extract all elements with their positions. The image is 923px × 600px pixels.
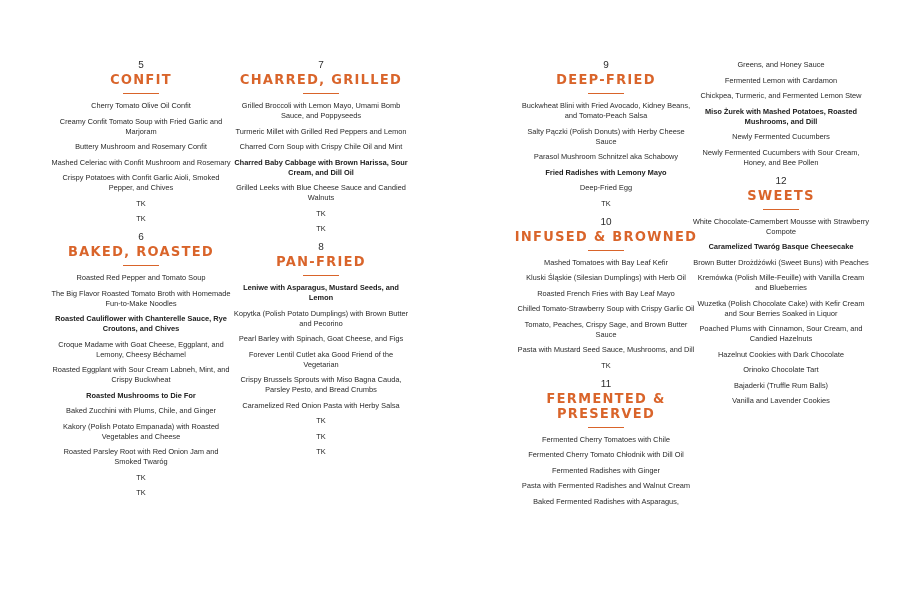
recipe-item: Deep-Fried Egg [579, 183, 633, 192]
recipe-item: Orinoko Chocolate Tart [743, 365, 819, 374]
column-1 [47, 58, 235, 506]
section-divider [303, 93, 339, 94]
section-sweets [687, 176, 875, 407]
section-number: 11 [600, 378, 612, 390]
recipe-item: Baked Zucchini with Plums, Chile, and Ginger [66, 406, 216, 415]
recipe-list [512, 435, 700, 507]
column-3 [512, 58, 700, 515]
section-number: 8 [318, 242, 324, 253]
recipe-item: Charred Corn Soup with Crispy Chile Oil and Mint [239, 142, 403, 151]
recipe-item: Roasted Eggplant with Sour Cream Labneh, Mint, and Crispy Buckwheat [52, 365, 230, 384]
recipe-list [512, 258, 700, 371]
section-number: 12 [775, 175, 787, 187]
recipe-list [227, 283, 415, 457]
recipe-item: Caramelized Red Onion Pasta with Herby Salsa [242, 400, 400, 410]
recipe-item: TK [316, 431, 326, 441]
section-number: 5 [138, 60, 144, 71]
recipe-item: Parasol Mushroom Schnitzel aka Schabowy [533, 152, 679, 161]
section-title: INFUSED & BROWNED [514, 229, 698, 245]
section-infused-browned [512, 217, 700, 371]
recipe-item: Roasted Mushrooms to Die For [86, 390, 196, 400]
section-number: 7 [318, 60, 324, 71]
recipe-item: Vanilla and Lavender Cookies [732, 396, 830, 405]
recipe-item: Kluski Śląskie (Silesian Dumplings) with Herb Oil [526, 273, 686, 282]
recipe-item: TK [601, 198, 611, 208]
section-title: FERMENTED & PRESERVED [546, 391, 666, 422]
recipe-item: TK [136, 214, 146, 223]
section-number: 6 [138, 232, 144, 243]
recipe-item: Wuzetka (Polish Chocolate Cake) with Kefir Cream and Sour Berries Soaked in Liquor [697, 298, 865, 318]
recipe-list [512, 101, 700, 209]
recipe-item: TK [136, 472, 146, 482]
recipe-item: Buckwheat Blini with Fried Avocado, Kidney Beans, and Tomato-Peach Salsa [521, 101, 691, 120]
recipe-item: Grilled Leeks with Blue Cheese Sauce and Candied Walnuts [236, 183, 406, 202]
recipe-item: Fermented Cherry Tomatoes with Chile [541, 434, 671, 444]
recipe-item: Buttery Mushroom and Rosemary Confit [75, 142, 207, 151]
recipe-item: Kopytka (Polish Potato Dumplings) with Brown Butter and Pecorino [233, 308, 409, 328]
recipe-item: Baked Fermented Radishes with Asparagus, [533, 496, 679, 506]
recipe-item: TK [316, 416, 326, 425]
section-divider [123, 93, 159, 94]
recipe-item: TK [316, 224, 326, 233]
recipe-item: Kremówka (Polish Mille-Feuille) with Vanilla Cream and Blueberries [697, 273, 865, 292]
section-divider [588, 250, 624, 251]
recipe-item: Pasta with Fermented Radishes and Walnut Cream [521, 481, 691, 490]
section-number: 9 [603, 60, 609, 71]
recipe-item: Fermented Lemon with Cardamon [724, 75, 838, 85]
recipe-item: Crispy Potatoes with Confit Garlic Aioli, Smoked Pepper, and Chives [62, 173, 220, 192]
section-fermented-preserved-continued [687, 60, 875, 168]
section-pan-fried [227, 242, 415, 457]
recipe-item: Caramelized Twaróg Basque Cheesecake [708, 242, 854, 251]
recipe-item: Mashed Tomatoes with Bay Leaf Kefir [544, 257, 668, 267]
recipe-item: Fried Radishes with Lemony Mayo [545, 167, 667, 177]
recipe-item: Roasted Cauliflower with Chanterelle Sauce, Rye Croutons, and Chives [55, 314, 227, 333]
column-4 [687, 60, 875, 414]
section-confit [47, 60, 235, 224]
recipe-list [47, 273, 235, 498]
section-divider [123, 265, 159, 266]
recipe-list [687, 217, 875, 407]
recipe-item: Fermented Radishes with Ginger [551, 465, 661, 475]
recipe-item: TK [316, 447, 326, 456]
recipe-item: Hazelnut Cookies with Dark Chocolate [717, 349, 845, 359]
recipe-item: TK [601, 360, 611, 370]
section-deep-fried [512, 60, 700, 209]
section-title: SWEETS [747, 188, 815, 204]
section-divider [588, 427, 624, 428]
recipe-item: Greens, and Honey Sauce [737, 60, 825, 69]
recipe-item: TK [136, 198, 146, 208]
recipe-item: Newly Fermented Cucumbers with Sour Cream, Honey, and Bee Pollen [702, 147, 860, 167]
recipe-item: Poached Plums with Cinnamon, Sour Cream, and Candied Hazelnuts [699, 324, 863, 343]
recipe-item: Turmeric Millet with Grilled Red Peppers and Lemon [235, 126, 407, 136]
recipe-item: White Chocolate-Camembert Mousse with Strawberry Compote [692, 216, 870, 236]
section-title: BAKED, ROASTED [67, 245, 215, 260]
recipe-item: TK [136, 488, 146, 497]
recipe-item: Fermented Cherry Tomato Chłodnik with Dill Oil [528, 450, 684, 459]
recipe-item: Brown Butter Drożdżówki (Sweet Buns) with Peaches [693, 257, 869, 267]
recipe-item: Cherry Tomato Olive Oil Confit [91, 101, 191, 110]
recipe-item: Chickpea, Turmeric, and Fermented Lemon Stew [700, 91, 862, 100]
section-fermented-preserved [512, 379, 700, 507]
recipe-item: Kakory (Polish Potato Empanada) with Roasted Vegetables and Cheese [62, 421, 220, 441]
recipe-item: Pasta with Mustard Seed Sauce, Mushrooms, and Dill [517, 345, 695, 354]
recipe-item: Roasted French Fries with Bay Leaf Mayo [537, 288, 675, 298]
section-baked-roasted [47, 232, 235, 498]
recipe-item: Charred Baby Cabbage with Brown Harissa, Sour Cream, and Dill Oil [234, 157, 408, 177]
section-title: CONFIT [110, 73, 172, 88]
recipe-item: Pearl Barley with Spinach, Goat Cheese, and Figs [238, 334, 404, 343]
recipe-item: Newly Fermented Cucumbers [732, 132, 830, 141]
recipe-item: Leniwe with Asparagus, Mustard Seeds, and Lemon [243, 283, 399, 302]
recipe-item: Salty Pączki (Polish Donuts) with Herby Cheese Sauce [527, 126, 685, 146]
recipe-item: Grilled Broccoli with Lemon Mayo, Umami Bomb Sauce, and Poppyseeds [241, 101, 401, 120]
recipe-item: Tomato, Peaches, Crispy Sage, and Brown Butter Sauce [524, 319, 688, 339]
recipe-item: Creamy Confit Tomato Soup with Fried Garlic and Marjoram [59, 116, 223, 136]
section-divider [303, 275, 339, 276]
recipe-item: Bajaderki (Truffle Rum Balls) [733, 380, 829, 390]
section-divider [763, 209, 799, 210]
section-divider [588, 93, 624, 94]
recipe-list [687, 60, 875, 168]
recipe-list [47, 101, 235, 224]
recipe-list [227, 101, 415, 234]
recipe-item: TK [316, 208, 326, 218]
recipe-item: Roasted Red Pepper and Tomato Soup [76, 273, 206, 282]
section-title: CHARRED, GRILLED [239, 73, 403, 88]
section-title: DEEP-FRIED [556, 73, 656, 88]
column-2 [227, 58, 415, 465]
recipe-item: Forever Lentil Cutlet aka Good Friend of the Vegetarian [248, 349, 394, 369]
recipe-item: Miso Żurek with Mashed Potatoes, Roasted Mushrooms, and Dill [705, 106, 857, 126]
recipe-item: Roasted Parsley Root with Red Onion Jam and Smoked Twaróg [63, 447, 219, 466]
recipe-item: Mashed Celeriac with Confit Mushroom and Rosemary [51, 157, 231, 167]
section-number: 10 [600, 216, 612, 228]
section-charred-grilled [227, 60, 415, 234]
section-title: PAN-FRIED [276, 255, 366, 270]
recipe-item: Chilled Tomato-Strawberry Soup with Crispy Garlic Oil [517, 304, 695, 313]
recipe-item: Crispy Brussels Sprouts with Miso Bagna Cauda, Parsley Pesto, and Bread Crumbs [240, 375, 402, 394]
recipe-item: The Big Flavor Roasted Tomato Broth with Homemade Fun-to-Make Noodles [51, 288, 231, 308]
recipe-item: Croque Madame with Goat Cheese, Eggplant, and Lemony, Cheesy Béchamel [58, 339, 224, 359]
